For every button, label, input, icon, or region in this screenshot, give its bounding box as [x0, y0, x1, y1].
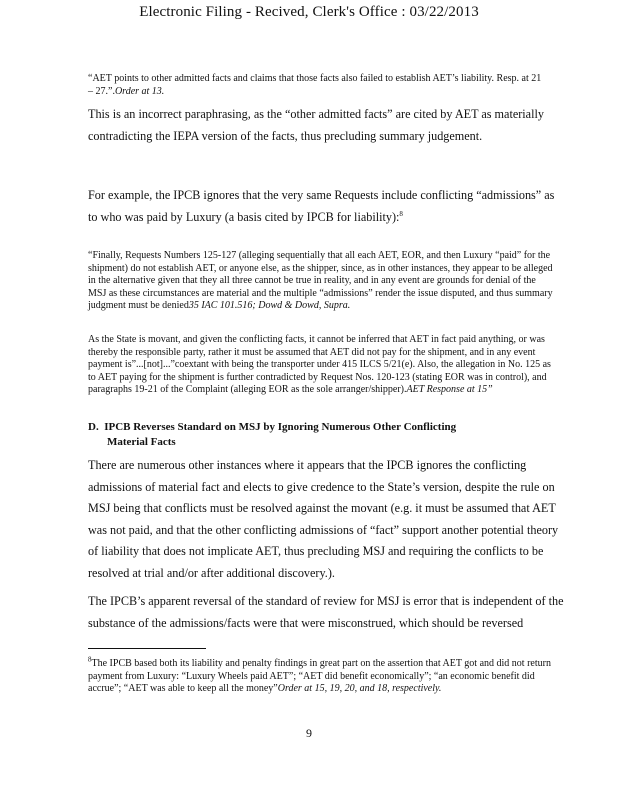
footnote-divider	[88, 648, 206, 649]
page-number: 9	[306, 726, 312, 740]
paragraph-reversal-standard	[88, 591, 566, 634]
paragraph-text: There are numerous other instances where it appears that the IPCB ignores the conflicting admissions of material fact and elects to give credence to the State’s version, despite the rule on MSJ being that conflicts must be resolved against the movant (e.g. it must be assumed that AET was not paid, and that the other conflicting admissions of “fact” support another potential theory of liability that does not implicate AET, thus precluding MSJ and requiring the conflicts to be resolved at trial and/or after additional discovery.).	[88, 458, 559, 580]
paragraph-text: The IPCB’s apparent reversal of the standard of review for MSJ is error that is independent of the substance of the admissions/facts were that were misconstrued, which should be reversed	[88, 594, 564, 630]
quote-text: “Finally, Requests Numbers 125-127 (alleging sequentially that all each AET, EOR, and then Luxury “paid” for the shipment) do not establish AET, or anyone else, as the shipper, since, as in other instances, they appear to be alleged in the alternative given that they all three cannot be true in reality, and in any event are grounds for denial of the MSJ as these circumstances are material and the multiple “admissions” render the issue disputed, and thus summary judgment must be denied	[88, 250, 553, 311]
section-heading-d	[88, 420, 560, 450]
paragraph-text: This is an incorrect paraphrasing, as the “other admitted facts” are cited by AET as materially contradicting the IEPA version of the facts, thus precluding summary judgement.	[88, 107, 544, 143]
block-quote-order	[88, 73, 546, 98]
paragraph-example	[88, 185, 566, 228]
section-title-line2: Material Facts	[107, 436, 176, 448]
paragraph-text: For example, the IPCB ignores that the very same Requests include conflicting “admissions” as to who was paid by Luxury (a basis cited by IPCB for liability):	[88, 188, 555, 224]
block-quote-state-movant	[88, 334, 556, 397]
filing-header: Electronic Filing - Recived, Clerk's Office : 03/22/2013	[139, 4, 479, 20]
block-quote-requests	[88, 250, 556, 313]
footnote-citation: Order at 15, 19, 20, and 18, respectively.	[277, 683, 442, 694]
footnote-text: The IPCB based both its liability and penalty findings in great part on the assertion that AET got and did not return payment from Luxury: “Luxury Wheels paid AET”; “AET did benefit economically”; “an economic benefit did accrue”; “AET was able to keep all the money”	[88, 658, 551, 694]
paragraph-incorrect-paraphrasing	[88, 104, 566, 147]
footnote-8	[88, 655, 562, 696]
quote-citation: Order at 13.	[114, 85, 165, 97]
quote-citation: 35 IAC 101.516; Dowd & Dowd, Supra.	[188, 300, 351, 311]
quote-citation: AET Response at 15”	[406, 384, 493, 395]
section-title-line1: IPCB Reverses Standard on MSJ by Ignoring Numerous Other Conflicting	[104, 421, 457, 433]
quote-text: As the State is movant, and given the conflicting facts, it cannot be inferred that AET in fact paid anything, or was thereby the responsible party, rather it must be assumed that AET did not pay for the shipment, and in any event payment is”...[not]...”coextant with being the transporter under 415 ILCS 5/21(e). Also, the allegation in No. 125 as to AET paying for the shipment is further contradicted by Request Nos. 120-123 (stating EOR was in control), and paragraphs 19-21 of the Complaint (alleging EOR as the sole arranger/shipper).	[88, 334, 551, 395]
quote-text: “AET points to other admitted facts and claims that those facts also failed to establish AET’s liability. Resp. at 21 – 27.”.	[88, 73, 542, 97]
footnote-number: 8	[88, 655, 92, 664]
paragraph-numerous-instances	[88, 455, 566, 584]
section-label: D.	[88, 421, 99, 433]
footnote-reference[interactable]: 8	[399, 209, 403, 218]
